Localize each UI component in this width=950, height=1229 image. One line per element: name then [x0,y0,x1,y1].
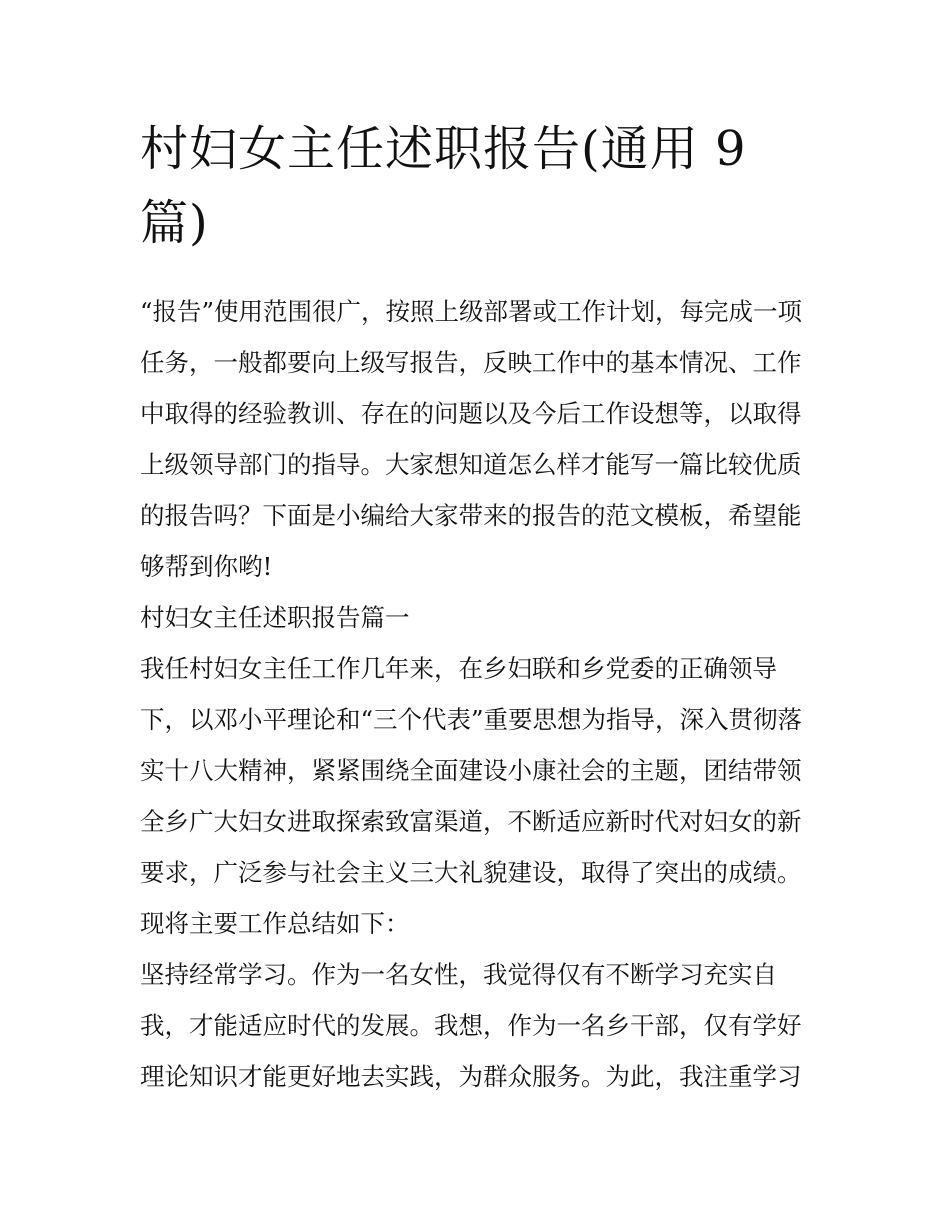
intro-paragraph: “报告”使用范围很广，按照上级部署或工作计划，每完成一项任务，一般都要向上级写报告，反映工作中的基本情况、工作中取得的经验教训、存在的问题以及今后工作设想等，以取得上级领导部门的指导。大家想知道怎么样才能写一篇比较优质的报告吗？下面是小编给大家带来的报告的范文模板，希望能够帮到你哟! [140,297,803,581]
document-body [140,112,820,1102]
body-paragraph: 我任村妇女主任工作几年来，在乡妇联和乡党委的正确领导下，以邓小平理论和“三个代表”重要思想为指导，深入贯彻落实十八大精神，紧紧围绕全面建设小康社会的主题，团结带领全乡广大妇女进取探索致富渠道，不断适应新时代对妇女的新要求，广泛参与社会主义三大礼貌建设，取得了突出的成绩。现将主要工作总结如下： [140,654,803,938]
body-paragraph: 坚持经常学习。作为一名女性，我觉得仅有不断学习充实自我，才能适应时代的发展。我想，作为一名乡干部，仅有学好理论知识才能更好地去实践，为群众服务。为此，我注重学习 [140,960,802,1091]
document-title: 村妇女主任述职报告(通用 9 篇) [140,121,747,251]
section-heading: 村妇女主任述职报告篇一 [140,603,410,632]
